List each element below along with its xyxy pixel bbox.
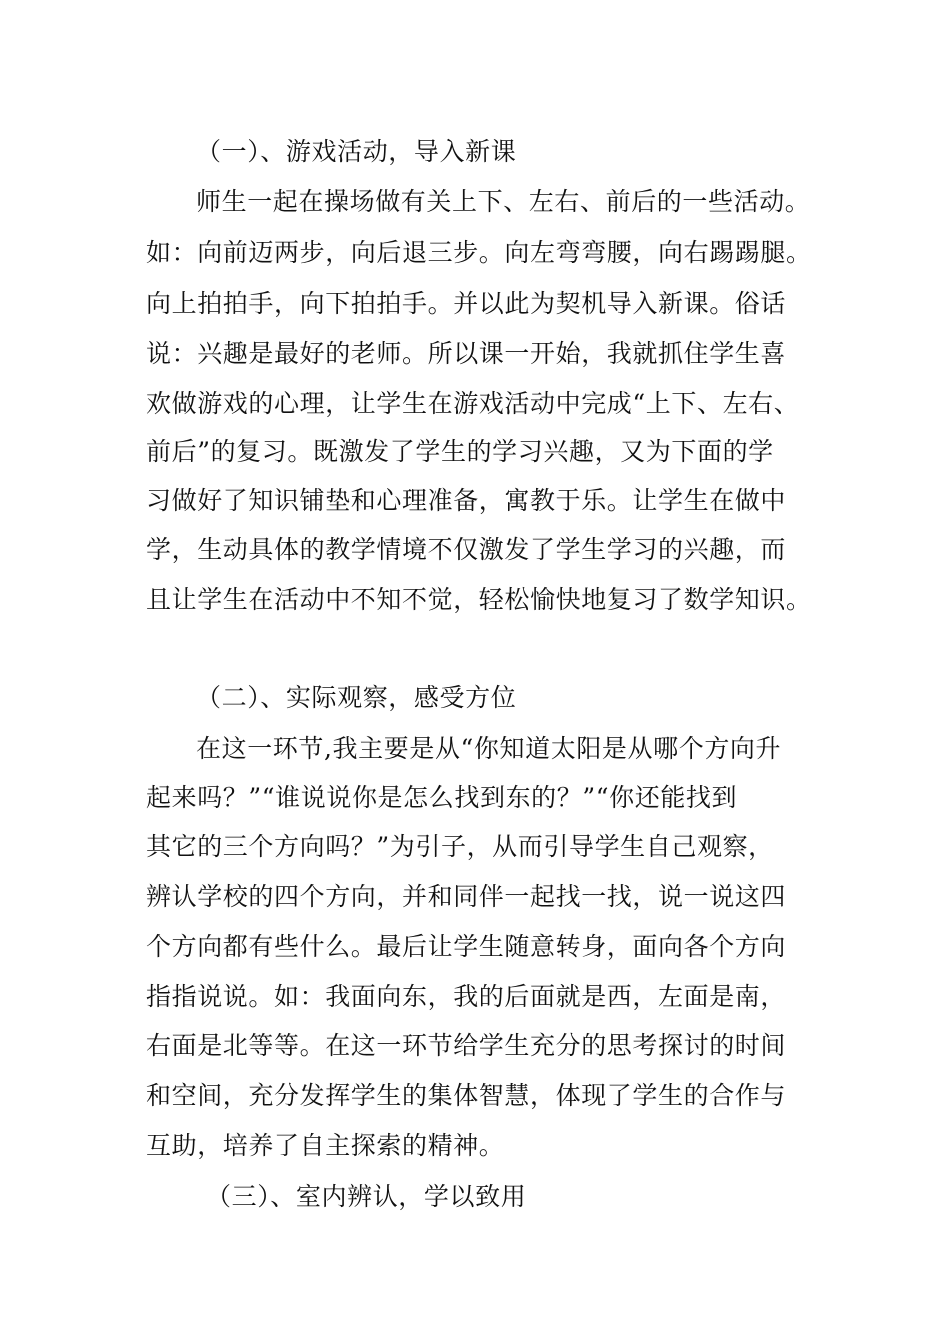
paragraph-line: 欢做游戏的心理，让学生在游戏活动中完成“上下、左右、: [146, 389, 800, 418]
section-heading-2: （二）、实际观察，感受方位: [196, 683, 517, 712]
paragraph-line: 师生一起在操场做有关上下、左右、前后的一些活动。: [196, 187, 811, 216]
paragraph-line: 其它的三个方向吗？”为引子，从而引导学生自己观察，: [146, 832, 774, 861]
paragraph-line: 且让学生在活动中不知不觉，轻松愉快地复习了数学知识。: [146, 585, 812, 614]
paragraph-line: 起来吗？”“谁说说你是怎么找到东的？”“你还能找到: [146, 783, 738, 812]
paragraph-line: 个方向都有些什么。最后让学生随意转身，面向各个方向: [146, 932, 787, 961]
paragraph-line: 辨认学校的四个方向，并和同伴一起找一找，说一说这四: [146, 882, 787, 911]
paragraph-line: 如：向前迈两步，向后退三步。向左弯弯腰，向右踢踢腿。: [146, 238, 812, 267]
paragraph-line: 说：兴趣是最好的老师。所以课一开始，我就抓住学生喜: [146, 339, 787, 368]
paragraph-line: 互助，培养了自主探索的精神。: [146, 1131, 505, 1160]
paragraph-line: 指指说说。如：我面向东，我的后面就是西，左面是南，: [146, 982, 787, 1011]
section-heading-3: （三）、室内辨认，学以致用: [206, 1182, 527, 1211]
paragraph-line: 和空间，充分发挥学生的集体智慧，体现了学生的合作与: [146, 1081, 787, 1110]
paragraph-line: 在这一环节,我主要是从“你知道太阳是从哪个方向升: [196, 734, 782, 763]
paragraph-line: 前后”的复习。既激发了学生的学习兴趣，又为下面的学: [146, 437, 774, 466]
paragraph-line: 习做好了知识铺垫和心理准备，寓教于乐。让学生在做中: [146, 486, 787, 515]
section-heading-1: （一）、游戏活动，导入新课: [196, 137, 517, 166]
paragraph-line: 向上拍拍手，向下拍拍手。并以此为契机导入新课。俗话: [146, 289, 787, 318]
paragraph-line: 学，生动具体的教学情境不仅激发了学生学习的兴趣，而: [146, 535, 787, 564]
paragraph-line: 右面是北等等。在这一环节给学生充分的思考探讨的时间: [146, 1031, 787, 1060]
